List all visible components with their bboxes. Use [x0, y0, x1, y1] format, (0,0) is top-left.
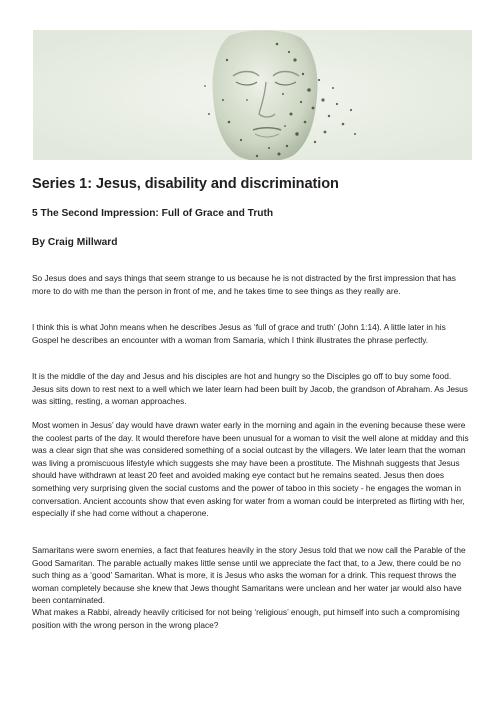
header-image	[33, 30, 472, 160]
body-paragraph: So Jesus does and says things that seem strange to us because he is not distracted by the first impression that has more to do with me than the person in front of me, and he takes time to see things as they really are.	[32, 273, 456, 296]
body-paragraph: Most women in Jesus’ day would have drawn water early in the morning and again in the evening because these were the coolest parts of the day. It would therefore have been unusual for a woman to visit the well alone at midday and this was a clear sign that she was considered something of a social outcast by the villagers. We later learn that the woman was living a promiscuous lifestyle which suggests she may have been a prostitute. The Mishnah suggests that Jesus should have withdrawn at least 20 feet and avoided making eye contact but he remains seated. Jesus then does something very surprising given the social customs and the power of taboo in this society - he engages the woman in conversation. Ancient accounts show that even asking for water from a woman could be interpreted as flirting with her, especially if she had come without a chaperone.	[32, 420, 469, 519]
body-paragraph: Samaritans were sworn enemies, a fact that features heavily in the story Jesus told that we now call the Parable of the Good Samaritan. The parable actually makes little sense until we appreciate the fact that, to a Jew, there could be no such thing as a ‘good’ Samaritan. What is more, it is Jesus who asks the woman for a drink. This request throws the woman completely because she knew that Jews thought Samaritans were unclean and her water jar would also have been contaminated.	[32, 545, 466, 606]
body-paragraph: What makes a Rabbi, already heavily criticised for not being ‘religious’ enough, put himself into such a compromising position with the wrong person in the wrong place?	[32, 607, 460, 630]
body-paragraph: I think this is what John means when he describes Jesus as ‘full of grace and truth’ (John 1:14). A little later in his Gospel he describes an encounter with a woman from Samaria, which I think illustrates the phrase perfectly.	[32, 322, 446, 345]
stone-face-sculpture-image	[33, 30, 472, 160]
body-paragraph: It is the middle of the day and Jesus and his disciples are hot and hungry so the Disciples go off to buy some food. Jesus sits down to rest next to a well which we later learn had been built by Jacob, the grandson of Abraham. As Jesus was sitting, resting, a woman approaches.	[32, 371, 468, 407]
series-title: Series 1: Jesus, disability and discrimination	[32, 176, 339, 192]
section-title: 5 The Second Impression: Full of Grace and Truth	[32, 208, 274, 219]
byline: By Craig Millward	[32, 237, 118, 248]
